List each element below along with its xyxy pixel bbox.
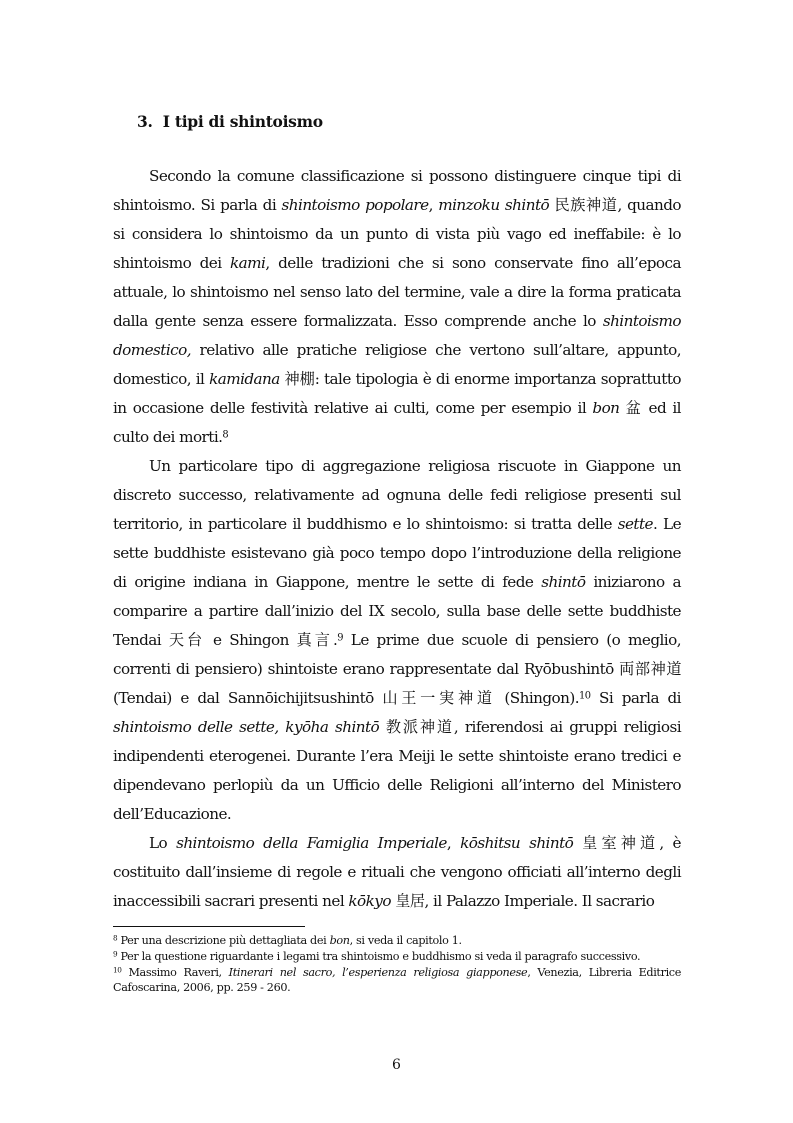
term-kamidana: kamidana: [209, 370, 280, 388]
footnote-number: 9: [113, 949, 118, 959]
footnote-ref-9[interactable]: 9: [337, 632, 343, 644]
paragraph-sette: [113, 452, 681, 829]
term-sette: sette: [617, 515, 653, 533]
text-run: 教派神道, riferendosi ai gruppi religiosi indipendenti eterogenei. Durante l’era Meiji le sette shintoiste erano tredici e dipendevano perlopiù da un Ufficio delle Religioni all’interno del Ministero dell’Educazione.: [113, 718, 682, 823]
text-run: Si parla di: [590, 689, 681, 707]
text-run: relativo alle pratiche religiose che vertono sull’altare, appunto, domestico, il: [113, 341, 681, 388]
term-koshitsu-shinto: kōshitsu shintō: [460, 834, 574, 852]
footnote-8: [113, 933, 681, 948]
text-run: 皇室神道, è costituito dall’insieme di regole e rituali che vengono officiati all’interno degli inaccessibili sacrari presenti nel: [113, 834, 681, 910]
footnote-ref-10[interactable]: 10: [579, 690, 591, 702]
text-run: iniziarono a comparire a partire dall’inizio del IX secolo, sulla base delle sette buddhiste Tendai 天台 e Shingon 真言.: [113, 573, 681, 649]
term-kyoha-shinto: shintoismo delle sette, kyōha shintō: [113, 718, 380, 736]
footnote-9: [113, 949, 681, 964]
text-run: 神棚: tale tipologia è di enorme importanza soprattutto in occasione delle festività relative ai culti, come per esempio il: [113, 370, 681, 417]
text-run: ,: [428, 196, 439, 214]
page-number: 6: [392, 1057, 401, 1073]
term-shintoismo-domestico: shintoismo domestico,: [113, 312, 681, 359]
text-run: ,: [446, 834, 461, 852]
footnote-number: 8: [113, 933, 118, 943]
text-run: Lo: [149, 834, 177, 852]
section-number: 3.: [137, 112, 153, 131]
text-run: Massimo Raveri,: [121, 966, 229, 979]
body-text: [113, 162, 681, 916]
footnote-number: 10: [113, 965, 122, 975]
term-minzoku-shinto: minzoku shintō: [438, 196, 550, 214]
text-run: Per la questione riguardante i legami tra shintoismo e buddhismo si veda il paragrafo successivo.: [117, 950, 641, 963]
footnote-10: [113, 965, 681, 995]
footnotes: [113, 933, 681, 996]
footnote-separator: [113, 926, 305, 927]
text-run: Secondo la comune classificazione si possono distinguere cinque tipi di shintoismo. Si parla di: [113, 167, 681, 214]
text-run: , si veda il capitolo 1.: [349, 934, 462, 947]
section-title: I tipi di shintoismo: [162, 112, 323, 131]
book-title: Itinerari nel sacro, l’esperienza religiosa giapponese: [228, 966, 528, 979]
text-run: 民族神道, quando si considera lo shintoismo da un punto di vista più vago ed ineffabile: è lo shintoismo dei: [113, 196, 682, 272]
term-kokyo: kōkyo: [348, 892, 391, 910]
paragraph-famiglia-imperiale: [113, 829, 681, 916]
text-run: Per una descrizione più dettagliata dei: [117, 934, 330, 947]
term-shintoismo-popolare: shintoismo popolare: [281, 196, 429, 214]
term-bon: bon: [329, 934, 350, 947]
text-run: 皇居, il Palazzo Imperiale. Il sacrario: [390, 892, 655, 910]
term-shinto: shintō: [541, 573, 586, 591]
text-run: 盆 ed il culto dei morti.: [113, 399, 681, 446]
footnote-ref-8[interactable]: 8: [222, 429, 229, 441]
text-run: . Le sette buddhiste esistevano già poco tempo dopo l’introduzione della religione di origine indiana in Giappone, mentre le sette di fede: [113, 515, 682, 591]
text-run: Le prime due scuole di pensiero (o meglio, correnti di pensiero) shintoiste erano rappresentate dal Ryōbushintō 両部神道 (Tendai) e dal Sannōichijitsushintō 山王一実神道 (Shingon).: [113, 631, 681, 707]
paragraph-shintoismo-popolare: [113, 162, 681, 452]
term-shintoismo-famiglia-imperiale: shintoismo della Famiglia Imperiale: [176, 834, 447, 852]
section-heading: [137, 112, 323, 131]
text-run: , delle tradizioni che si sono conservate fino all’epoca attuale, lo shintoismo nel senso lato del termine, vale a dire la forma praticata dalla gente senza essere formalizzata. Esso comprende anche lo: [113, 254, 681, 330]
term-bon: bon: [592, 399, 620, 417]
term-kami: kami: [230, 254, 266, 272]
text-run: , Venezia, Libreria Editrice Cafoscarina, 2006, pp. 259 - 260.: [113, 966, 681, 994]
text-run: Un particolare tipo di aggregazione religiosa riscuote in Giappone un discreto successo, relativamente ad ognuna delle fedi religiose presenti sul territorio, in particolare il buddhismo e lo shintoismo: si tratta delle: [113, 457, 681, 533]
